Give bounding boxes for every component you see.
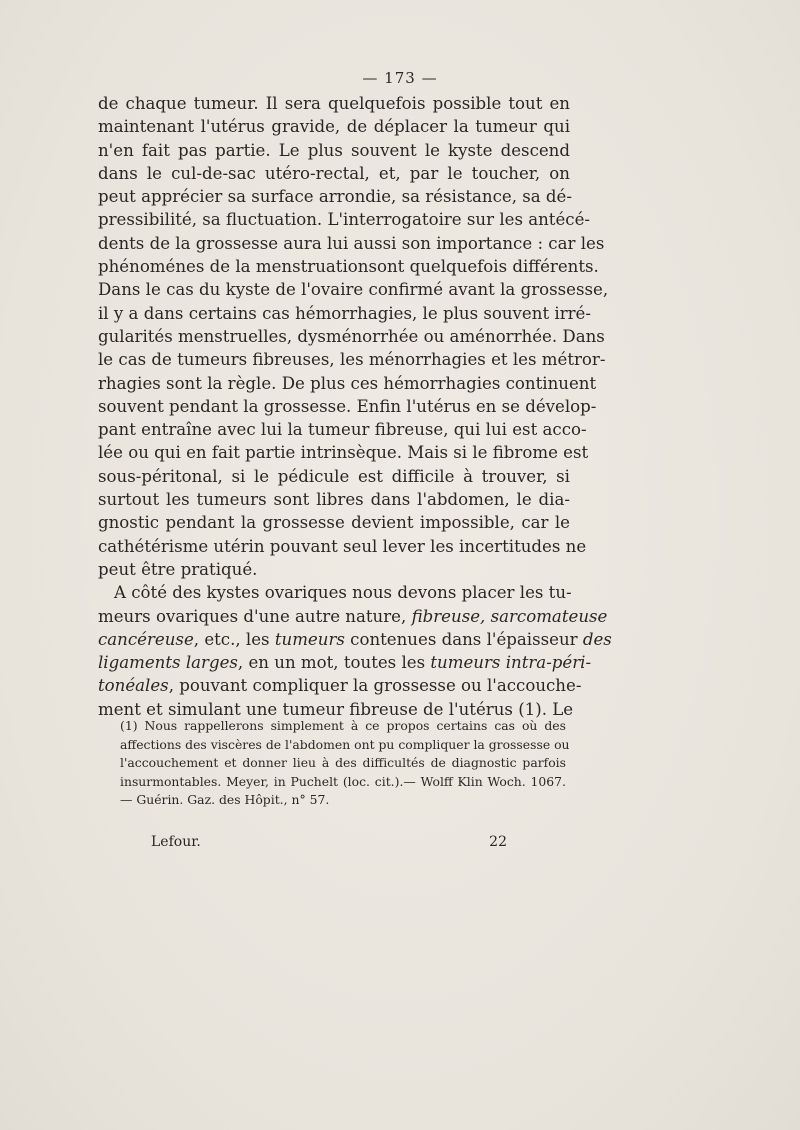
footnote (120, 717, 570, 810)
text-line: lée ou qui en fait partie intrinsèque. Mais si le fibrome est (98, 443, 589, 463)
text-line: rhagies sont la règle. De plus ces hémorrhagies continuent (98, 373, 597, 393)
text-line: maintenant l'utérus gravide, de déplacer la tumeur qui (98, 117, 570, 137)
footnote-line: insurmontables. Meyer, in Puchelt (loc. cit.).— Wolff Klin Woch. 1067. (120, 773, 566, 789)
text-line: meurs ovariques d'une autre nature, fibreuse, sarcomateuse (98, 606, 608, 626)
text-line: sous-péritonal, si le pédicule est difficile à trouver, si (98, 466, 570, 486)
text-line: Dans le cas du kyste de l'ovaire confirmé avant la grossesse, (98, 280, 609, 300)
text-line: souvent pendant la grossesse. Enfin l'utérus en se dévelop- (98, 396, 597, 416)
text-line: peut apprécier sa surface arrondie, sa résistance, sa dé- (98, 187, 572, 207)
text-line: cathétérisme utérin pouvant seul lever les incertitudes ne (98, 536, 587, 556)
text-line: de chaque tumeur. Il sera quelquefois possible tout en (98, 94, 570, 113)
footnote-line: (1) Nous rappellerons simplement à ce propos certains cas où des (120, 718, 566, 733)
text-line: n'en fait pas partie. Le plus souvent le kyste descend (98, 140, 570, 160)
text-line: gularités menstruelles, dysménorrhée ou aménorrhée. Dans (98, 326, 605, 346)
text-line: pant entraîne avec lui la tumeur fibreuse, qui lui est acco- (98, 420, 587, 440)
text-line: surtout les tumeurs sont libres dans l'abdomen, le dia- (98, 490, 570, 510)
main-text (98, 92, 612, 721)
text-line: dans le cul-de-sac utéro-rectal, et, par le toucher, on (98, 163, 570, 183)
printer-signature (151, 834, 507, 850)
text-line: phénoménes de la menstruationsont quelquefois différents. (98, 257, 599, 277)
footnote-line: affections des viscères de l'abdomen ont pu compliquer la grossesse ou (120, 736, 570, 752)
footnote-line: — Guérin. Gaz. des Hôpit., n° 57. (120, 792, 330, 807)
text-line: peut être pratiqué. (98, 559, 258, 579)
text-line: gnostic pendant la grossesse devient impossible, car le (98, 513, 570, 533)
text-line: ligaments larges, en un mot, toutes les tumeurs intra-péri- (98, 653, 592, 673)
text-line: il y a dans certains cas hémorrhagies, le plus souvent irré- (98, 303, 591, 323)
text-line: ment et simulant une tumeur fibreuse de l'utérus (1). Le (98, 699, 574, 719)
text-line: A côté des kystes ovariques nous devons placer les tu- (114, 583, 572, 603)
signature-sheet-number: 22 (489, 834, 507, 850)
text-line: dents de la grossesse aura lui aussi son importance : car les (98, 233, 605, 253)
text-line: tonéales, pouvant compliquer la grossesse ou l'accouche- (98, 676, 582, 696)
signature-author: Lefour. (151, 834, 201, 850)
text-line: cancéreuse, etc., les tumeurs contenues dans l'épaisseur des (98, 629, 612, 649)
text-line: le cas de tumeurs fibreuses, les ménorrhagies et les métror- (98, 350, 606, 370)
page-number: — 173 — (362, 69, 438, 87)
text-line: pressibilité, sa fluctuation. L'interrogatoire sur les antécé- (98, 210, 591, 230)
footnote-line: l'accouchement et donner lieu à des difficultés de diagnostic parfois (120, 755, 566, 770)
